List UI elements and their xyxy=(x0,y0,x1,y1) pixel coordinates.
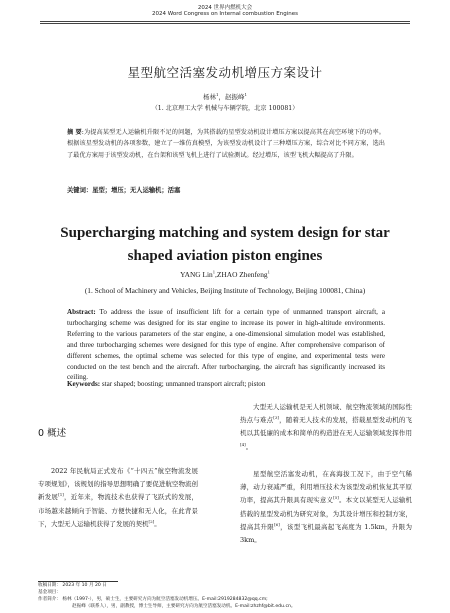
cn-title: 星型航空活塞发动机增压方案设计 xyxy=(127,65,323,80)
header-rule-top xyxy=(40,21,410,22)
cn-abstract-label: 摘 要 xyxy=(67,129,82,136)
body-paragraph-right-2: 星型航空活塞发动机，在高海拔工况下，由于空气稀薄，动力衰减严重，利用增压技术为该型发动机恢复其平原功率，提高其升限具有现实意义[5]。本文以某型无人运输机搭载的星型发动机为研究对象，为其设计增压和控制方案，提高其升限[6]，该型飞机最高起飞高度为 1.5km，升限为 3km。 xyxy=(240,470,413,545)
en-abstract-text: To address the issue of insufficient lift for a certain type of unmanned transport aircraft, a turbocharging scheme was designed for its star engine to increase its power in high-altitude environments. Referring to the various parameters of the star engine, a one-dimensional simulation model was established, and three turbocharging schemes were designed for this type of engine. After comprehensive comparison of different schemes, the optimal scheme was selected for this type of engine, and experimental tests were conducted on the test bench and the aircraft. After turbocharging, the aircraft has significantly increased its ceiling. xyxy=(67,308,385,382)
en-title: Supercharging matching and system design for star shaped aviation piston engines xyxy=(60,225,390,264)
cn-keywords: 关键词：星型；增压；无人运输机；活塞 xyxy=(67,187,181,194)
cn-affiliation: （1. 北京理工大学 机械与车辆学院，北京 100081） xyxy=(151,105,299,112)
section-heading-overview: 0 概述 xyxy=(38,428,67,439)
body-paragraph-left: 2022 年民航局正式发布《“十四五”航空物流发展专项规划》，该规划的指导思想明确了要促进航空物流创新发展[1]，近年来，物流技术也获得了飞跃式的发展，市场越来越倾向于智能、方便快捷和无人化，在此背景下，大型无人运输机获得了发展的契机[2]。 xyxy=(38,467,199,528)
footnote-author-info-2: 赵振峰（联系人），男，副教授，博士生导师，主要研究方向为航空活塞发动机。E-mail:zhzhf@bit.edu.cn。 xyxy=(72,604,296,609)
en-authors: YANG Lin$^1$,ZHAO Zhenfeng$^1$ xyxy=(180,269,270,279)
running-header-cn: 2024 世界内燃机大会 xyxy=(197,5,253,11)
en-affiliation: (1. School of Machinery and Vehicles, Beijing Institute of Technology, Beijing 100081, China) xyxy=(84,286,366,295)
cn-abstract xyxy=(67,127,385,161)
footnote-received: 收稿日期： 2023 年 10 月 20 日 xyxy=(38,583,107,588)
running-header-en: 2024 Word Congress on Internal combustion Engines xyxy=(152,11,298,17)
en-abstract-label: Abstract: xyxy=(67,308,96,316)
footnote-fund: 基金项目： xyxy=(38,590,61,595)
en-abstract xyxy=(67,307,385,383)
header-rule-bottom xyxy=(40,23,410,24)
footnote-author-info: 作者简介： 杨林（1997-），男，硕士生，主要研究方向为航空活塞发动机增压。E-mail:2919284832@qq.cm; xyxy=(38,597,268,602)
footnote-rule xyxy=(38,581,118,582)
cn-authors: 杨林$^1$，赵振峰$^1$ xyxy=(202,91,248,101)
cn-abstract-text: :为提高某型无人运输机升限不足的问题，为其搭载的星型发动机设计增压方案以提高其在高空环境下的功率。根据该星型发动机的各项参数，建立了一维仿真模型，为该型发动机设计了三种增压方案，综合对比不同方案，选出了最优方案用于该型发动机，在台架和该型飞机上进行了试验测试。经过增压，该型飞机大幅提高了升限。 xyxy=(67,129,385,159)
en-keywords: Keywords: star shaped; boosting; unmanned transport aircraft; piston xyxy=(67,380,266,388)
body-paragraph-right-1: 大型无人运输机是无人机领域、航空物流领域的国际性热点与难点[3]，随着无人技术的发展，搭载星型发动机的飞机以其低廉的成本和简单的构造进在无人运输领域发挥作用[4]。 xyxy=(240,403,413,451)
